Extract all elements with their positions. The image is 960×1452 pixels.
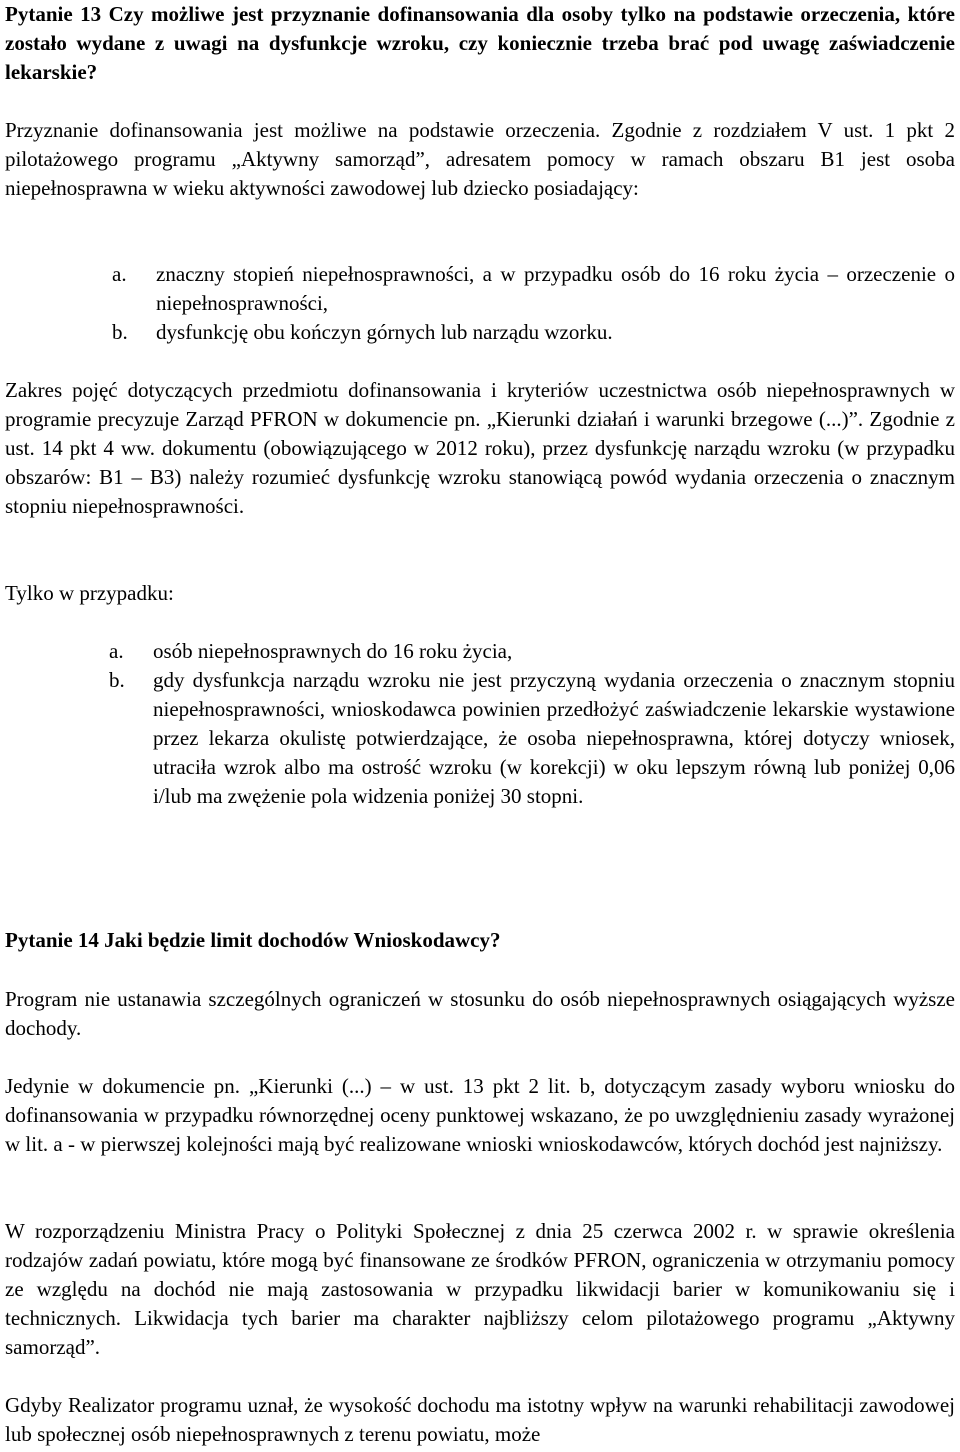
question-14-title: Pytanie 14 Jaki będzie limit dochodów Wnioskodawcy?	[5, 928, 501, 952]
q13-paragraph-3: Tylko w przypadku:	[5, 581, 174, 605]
q14-paragraph-1: Program nie ustanawia szczególnych ograniczeń w stosunku do osób niepełnosprawnych osiągających wyższe dochody.	[5, 987, 955, 1040]
q14-paragraph-4: Gdyby Realizator programu uznał, że wysokość dochodu ma istotny wpływ na warunki rehabilitacji zawodowej lub społecznej osób niepełnosprawnych z terenu powiatu, może	[5, 1393, 955, 1446]
q13-paragraph-1: Przyznanie dofinansowania jest możliwe na podstawie orzeczenia. Zgodnie z rozdziałem V ust. 1 pkt 2 pilotażowego programu „Aktywny samorząd”, adresatem pomocy w ramach obszaru B1 jest osoba niepełnosprawna w wieku aktywności zawodowej lub dziecko posiadający:	[5, 118, 955, 200]
list-item-text: dysfunkcję obu kończyn górnych lub narządu wzorku.	[156, 320, 613, 344]
q13-paragraph-2: Zakres pojęć dotyczących przedmiotu dofinansowania i kryteriów uczestnictwa osób niepełnosprawnych w programie precyzuje Zarząd PFRON w dokumencie pn. „Kierunki działań i warunki brzegowe (...)”. Zgodnie z ust. 14 pkt 4 ww. dokumentu (obowiązującego w 2012 roku), przez dysfunkcję narządu wzroku (w przypadku obszarów: B1 – B3) należy rozumieć dysfunkcję wzroku stanowiącą powód wydania orzeczenia o znacznym stopniu niepełnosprawności.	[5, 378, 955, 518]
q14-paragraph-3: W rozporządzeniu Ministra Pracy o Polityki Społecznej z dnia 25 czerwca 2002 r. w sprawie określenia rodzajów zadań powiatu, które mogą być finansowane ze środków PFRON, ograniczenia w otrzymaniu pomocy ze względu na dochód nie mają zastosowania w przypadku likwidacji barier w komunikowaniu się i technicznych. Likwidacja tych barier ma charakter najbliższy celom pilotażowego programu „Aktywny samorząd”.	[5, 1219, 955, 1359]
question-13-title: Pytanie 13 Czy możliwe jest przyznanie dofinansowania dla osoby tylko na podstawie orzeczenia, które zostało wydane z uwagi na dysfunkcje wzroku, czy koniecznie trzeba brać pod uwagę zaświadczenie lekarskie?	[5, 2, 955, 84]
list-marker: b.	[112, 320, 128, 344]
q13-list-2	[109, 637, 955, 811]
list-item	[109, 637, 955, 666]
list-item	[109, 666, 955, 811]
list-item-text: znaczny stopień niepełnosprawności, a w przypadku osób do 16 roku życia – orzeczenie o niepełnosprawności,	[156, 262, 955, 315]
list-item	[112, 318, 955, 347]
list-marker: a.	[109, 639, 124, 663]
list-item-text: gdy dysfunkcja narządu wzroku nie jest przyczyną wydania orzeczenia o znacznym stopniu niepełnosprawności, wnioskodawca powinien przedłożyć zaświadczenie lekarskie wystawione przez lekarza okulistę potwierdzające, że osoba niepełnosprawna, której dotyczy wniosek, utraciła wzrok albo ma ostrość wzroku (w korekcji) w oku lepszym równą lub poniżej 0,06 i/lub ma zwężenie pola widzenia poniżej 30 stopni.	[153, 668, 955, 808]
list-item	[112, 260, 955, 318]
list-item-text: osób niepełnosprawnych do 16 roku życia,	[153, 639, 513, 663]
q13-list-1	[112, 260, 955, 347]
q14-paragraph-2: Jedynie w dokumencie pn. „Kierunki (...) – w ust. 13 pkt 2 lit. b, dotyczącym zasady wyboru wniosku do dofinansowania w przypadku równorzędnej oceny punktowej wskazano, że po uwzględnieniu zasady wyrażonej w lit. a - w pierwszej kolejności mają być realizowane wnioski wnioskodawców, których dochód jest najniższy.	[5, 1074, 955, 1156]
list-marker: a.	[112, 262, 127, 286]
list-marker: b.	[109, 668, 125, 692]
